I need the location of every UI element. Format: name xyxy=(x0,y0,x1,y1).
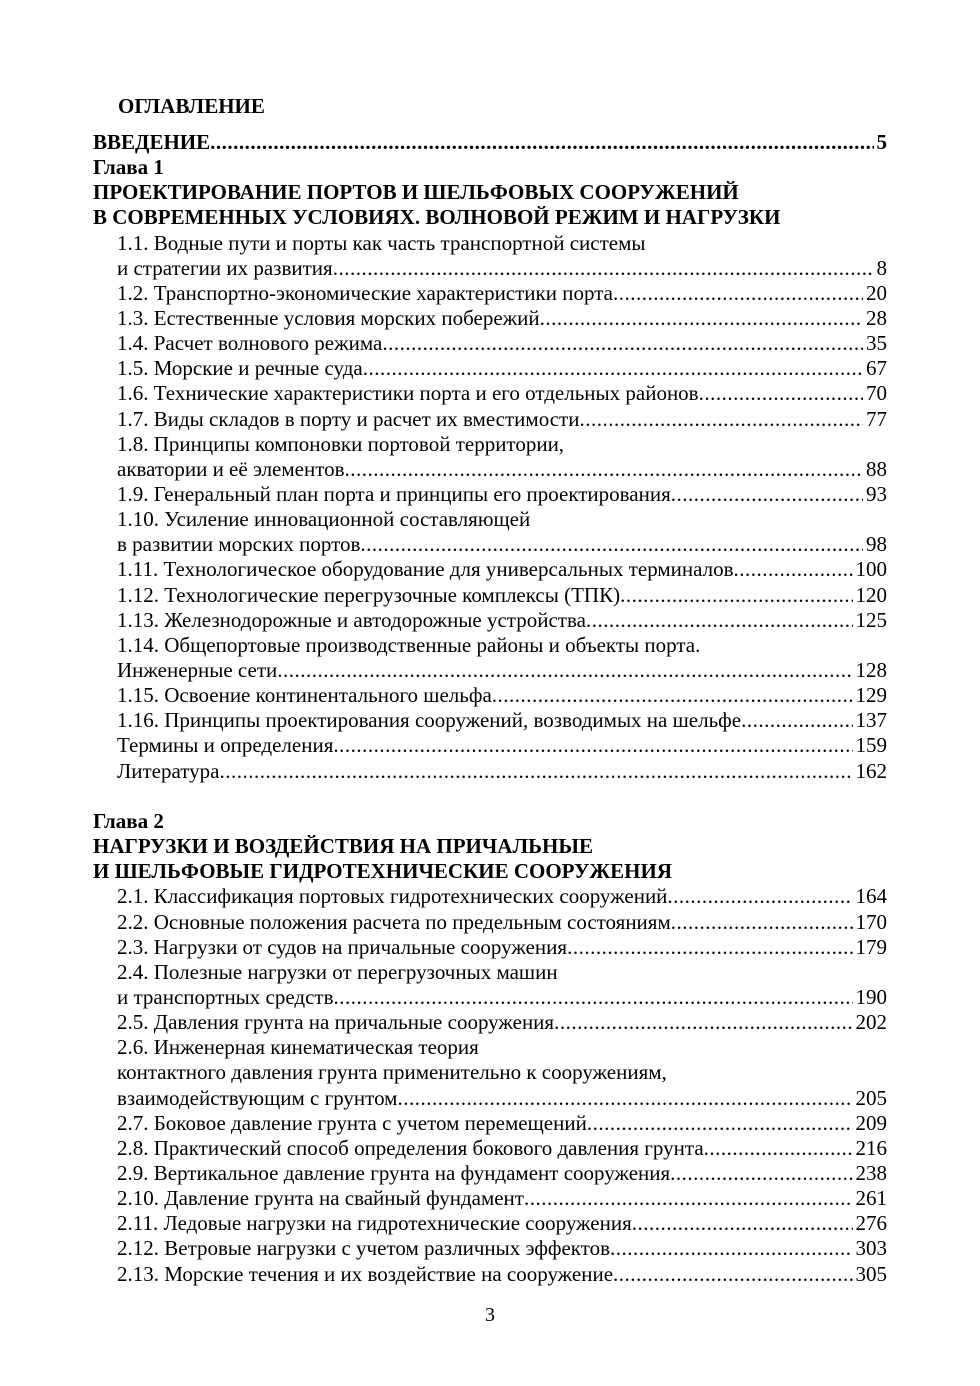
toc-entry[interactable] xyxy=(93,910,887,935)
entry-label: 2.4. Полезные нагрузки от перегрузочных машин xyxy=(117,959,558,984)
entry-page: 67 xyxy=(866,356,887,381)
entry-page: 125 xyxy=(855,607,887,632)
entry-label: акватории и её элементов xyxy=(117,456,345,481)
leader-dots xyxy=(613,281,863,306)
entry-label: в развитии морских портов xyxy=(117,532,361,557)
leader-dots xyxy=(567,935,852,960)
entry-page: 303 xyxy=(855,1236,887,1261)
entry-page: 5 xyxy=(876,130,887,154)
leader-dots xyxy=(613,1262,852,1287)
toc-entry[interactable] xyxy=(93,1211,887,1236)
entry-page: 28 xyxy=(866,305,887,330)
entry-page: 129 xyxy=(855,683,887,708)
toc-entry[interactable] xyxy=(93,331,887,356)
entry-page: 137 xyxy=(855,708,887,733)
toc-entry[interactable] xyxy=(93,708,887,733)
entry-page: 70 xyxy=(866,381,887,406)
leader-dots xyxy=(741,708,852,733)
toc-entry[interactable] xyxy=(93,482,887,507)
entry-label: 1.14. Общепортовые производственные районы и объекты порта. xyxy=(117,632,701,657)
leader-dots xyxy=(671,910,853,935)
entry-label: контактного давления грунта применительно к сооружениям, xyxy=(117,1060,667,1085)
leader-dots xyxy=(587,1111,853,1136)
leader-dots xyxy=(554,1010,852,1035)
entry-page: 209 xyxy=(855,1110,887,1135)
entry-label: 2.1. Классификация портовых гидротехнических сооружений xyxy=(117,884,668,909)
entry-label: 1.13. Железнодорожные и автодорожные устройства xyxy=(117,607,586,632)
entry-page: 305 xyxy=(855,1261,887,1286)
toc-entry[interactable] xyxy=(93,557,887,582)
toc-title: ОГЛАВЛЕНИЕ xyxy=(118,94,265,118)
entry-page: 35 xyxy=(866,331,887,356)
entry-page: 170 xyxy=(855,909,887,934)
entry-label: 2.11. Ледовые нагрузки на гидротехнические сооружения xyxy=(117,1211,632,1236)
toc-entry[interactable] xyxy=(93,306,887,331)
toc-entry[interactable] xyxy=(93,759,887,784)
entry-label: и транспортных средств xyxy=(117,984,334,1009)
toc-chapter-2 xyxy=(93,809,887,1287)
entry-label: 2.3. Нагрузки от судов на причальные сооружения xyxy=(117,934,568,959)
entry-page: 261 xyxy=(855,1186,887,1211)
chapter-heading: Глава 2 xyxy=(93,809,164,833)
entry-label: 2.12. Ветровые нагрузки с учетом различных эффектов xyxy=(117,1236,611,1261)
entry-label: 1.8. Принципы компоновки портовой территории, xyxy=(117,431,565,456)
entry-label: 1.15. Освоение континентального шельфа xyxy=(117,683,492,708)
entry-page: 238 xyxy=(855,1160,887,1185)
leader-dots xyxy=(586,608,853,633)
toc-entry[interactable] xyxy=(93,1161,887,1186)
entry-label: Литература xyxy=(117,758,220,783)
entry-label: 1.4. Расчет волнового режима xyxy=(117,331,383,356)
entry-page: 8 xyxy=(876,255,887,280)
entry-page: 205 xyxy=(855,1085,887,1110)
toc-chapter-1 xyxy=(93,130,887,784)
leader-dots xyxy=(734,557,853,582)
leader-dots xyxy=(524,1186,853,1211)
entry-page: 100 xyxy=(855,557,887,582)
leader-dots xyxy=(492,683,853,708)
entry-page: 93 xyxy=(866,481,887,506)
toc-entry[interactable] xyxy=(93,407,887,432)
toc-entry-intro[interactable] xyxy=(93,130,887,155)
entry-label: 1.16. Принципы проектирования сооружений, возводимых на шельфе xyxy=(117,708,742,733)
leader-dots xyxy=(277,658,852,683)
entry-page: 88 xyxy=(866,456,887,481)
leader-dots xyxy=(610,1236,852,1261)
entry-label: 1.10. Усиление инновационной составляющей xyxy=(117,507,531,532)
leader-dots xyxy=(333,256,874,281)
entry-label: 1.6. Технические характеристики порта и его отдельных районов xyxy=(117,381,699,406)
toc-entry[interactable] xyxy=(93,608,887,633)
toc-entry[interactable] xyxy=(93,1111,887,1136)
entry-page: 179 xyxy=(855,934,887,959)
page-number: 3 xyxy=(485,1304,495,1326)
leader-dots xyxy=(334,985,853,1010)
toc-entry[interactable] xyxy=(93,884,887,909)
toc-entry[interactable] xyxy=(93,1010,887,1035)
entry-page: 77 xyxy=(866,406,887,431)
toc-entry[interactable] xyxy=(93,1262,887,1287)
toc-entry[interactable] xyxy=(93,1236,887,1261)
entry-page: 20 xyxy=(866,280,887,305)
entry-label: 1.9. Генеральный план порта и принципы его проектирования xyxy=(117,481,671,506)
entry-page: 190 xyxy=(855,984,887,1009)
leader-dots xyxy=(670,1161,852,1186)
entry-label: 1.5. Морские и речные суда xyxy=(117,356,363,381)
entry-page: 128 xyxy=(855,657,887,682)
toc-entry[interactable] xyxy=(93,733,887,758)
toc-entry[interactable] xyxy=(93,658,887,683)
leader-dots xyxy=(667,884,852,909)
entry-page: 98 xyxy=(866,532,887,557)
leader-dots xyxy=(632,1211,853,1236)
entry-label: 1.1. Водные пути и порты как часть транспортной системы xyxy=(117,230,646,255)
entry-page: 120 xyxy=(855,582,887,607)
chapter-heading: Глава 1 xyxy=(93,155,164,180)
entry-page: 202 xyxy=(855,1010,887,1035)
entry-label: 1.7. Виды складов в порту и расчет их вместимости xyxy=(117,406,580,431)
leader-dots xyxy=(363,356,863,381)
entry-label: 1.12. Технологические перегрузочные комплексы (ТПК) xyxy=(117,582,621,607)
leader-dots xyxy=(382,331,863,356)
leader-dots xyxy=(210,130,873,155)
leader-dots xyxy=(397,1086,852,1111)
entry-page: 159 xyxy=(855,733,887,758)
leader-dots xyxy=(620,583,852,608)
chapter-title-line: И ШЕЛЬФОВЫЕ ГИДРОТЕХНИЧЕСКИЕ СООРУЖЕНИЯ xyxy=(93,859,673,884)
entry-label: 1.11. Технологическое оборудование для универсальных терминалов xyxy=(117,557,734,582)
entry-label: 2.8. Практический способ определения бокового давления грунта xyxy=(117,1135,704,1160)
entry-page: 162 xyxy=(855,758,887,783)
toc-entry[interactable] xyxy=(93,532,887,557)
entry-label: и стратегии их развития xyxy=(117,255,333,280)
entry-label: 2.2. Основные положения расчета по предельным состояниям xyxy=(117,909,671,934)
entry-label: 2.6. Инженерная кинематическая теория xyxy=(117,1035,479,1060)
entry-label: 2.9. Вертикальное давление грунта на фундамент сооружения xyxy=(117,1160,671,1185)
chapter-title-line: В СОВРЕМЕННЫХ УСЛОВИЯХ. ВОЛНОВОЙ РЕЖИМ И НАГРУЗКИ xyxy=(93,205,781,230)
chapter-title-line: ПРОЕКТИРОВАНИЕ ПОРТОВ И ШЕЛЬФОВЫХ СООРУЖЕНИЙ xyxy=(93,180,739,205)
entry-label: взаимодействующим с грунтом xyxy=(117,1085,398,1110)
toc-entry[interactable] xyxy=(93,583,887,608)
entry-label: 2.5. Давления грунта на причальные сооружения xyxy=(117,1010,555,1035)
toc-entry[interactable] xyxy=(93,281,887,306)
toc-entry[interactable] xyxy=(93,985,887,1010)
toc-entry[interactable] xyxy=(93,1086,887,1111)
entry-label: ВВЕДЕНИЕ xyxy=(93,130,211,154)
leader-dots xyxy=(333,733,852,758)
entry-label: Термины и определения xyxy=(117,733,334,758)
toc-entry[interactable] xyxy=(93,256,887,281)
entry-page: 164 xyxy=(855,884,887,909)
leader-dots xyxy=(360,532,863,557)
chapter-title-line: НАГРУЗКИ И ВОЗДЕЙСТВИЯ НА ПРИЧАЛЬНЫЕ xyxy=(93,834,593,859)
toc-entry[interactable] xyxy=(93,683,887,708)
leader-dots xyxy=(579,407,863,432)
leader-dots xyxy=(540,306,863,331)
entry-label: 2.10. Давление грунта на свайный фундамент xyxy=(117,1186,524,1211)
leader-dots xyxy=(671,482,863,507)
toc-entry[interactable] xyxy=(93,1186,887,1211)
entry-label: 1.2. Транспортно-экономические характеристики порта xyxy=(117,280,613,305)
toc-entry[interactable] xyxy=(93,457,887,482)
entry-label: 2.7. Боковое давление грунта с учетом перемещений xyxy=(117,1110,587,1135)
entry-label: Инженерные сети xyxy=(117,657,278,682)
entry-label: 2.13. Морские течения и их воздействие на сооружение xyxy=(117,1261,614,1286)
toc-entry[interactable] xyxy=(93,1136,887,1161)
leader-dots xyxy=(345,457,863,482)
entry-page: 276 xyxy=(855,1211,887,1236)
leader-dots xyxy=(699,381,863,406)
entry-label: 1.3. Естественные условия морских побережий xyxy=(117,305,540,330)
toc-entry[interactable] xyxy=(93,356,887,381)
leader-dots xyxy=(219,759,852,784)
toc-entry[interactable] xyxy=(93,381,887,406)
toc-entry[interactable] xyxy=(93,935,887,960)
leader-dots xyxy=(704,1136,853,1161)
entry-page: 216 xyxy=(855,1135,887,1160)
